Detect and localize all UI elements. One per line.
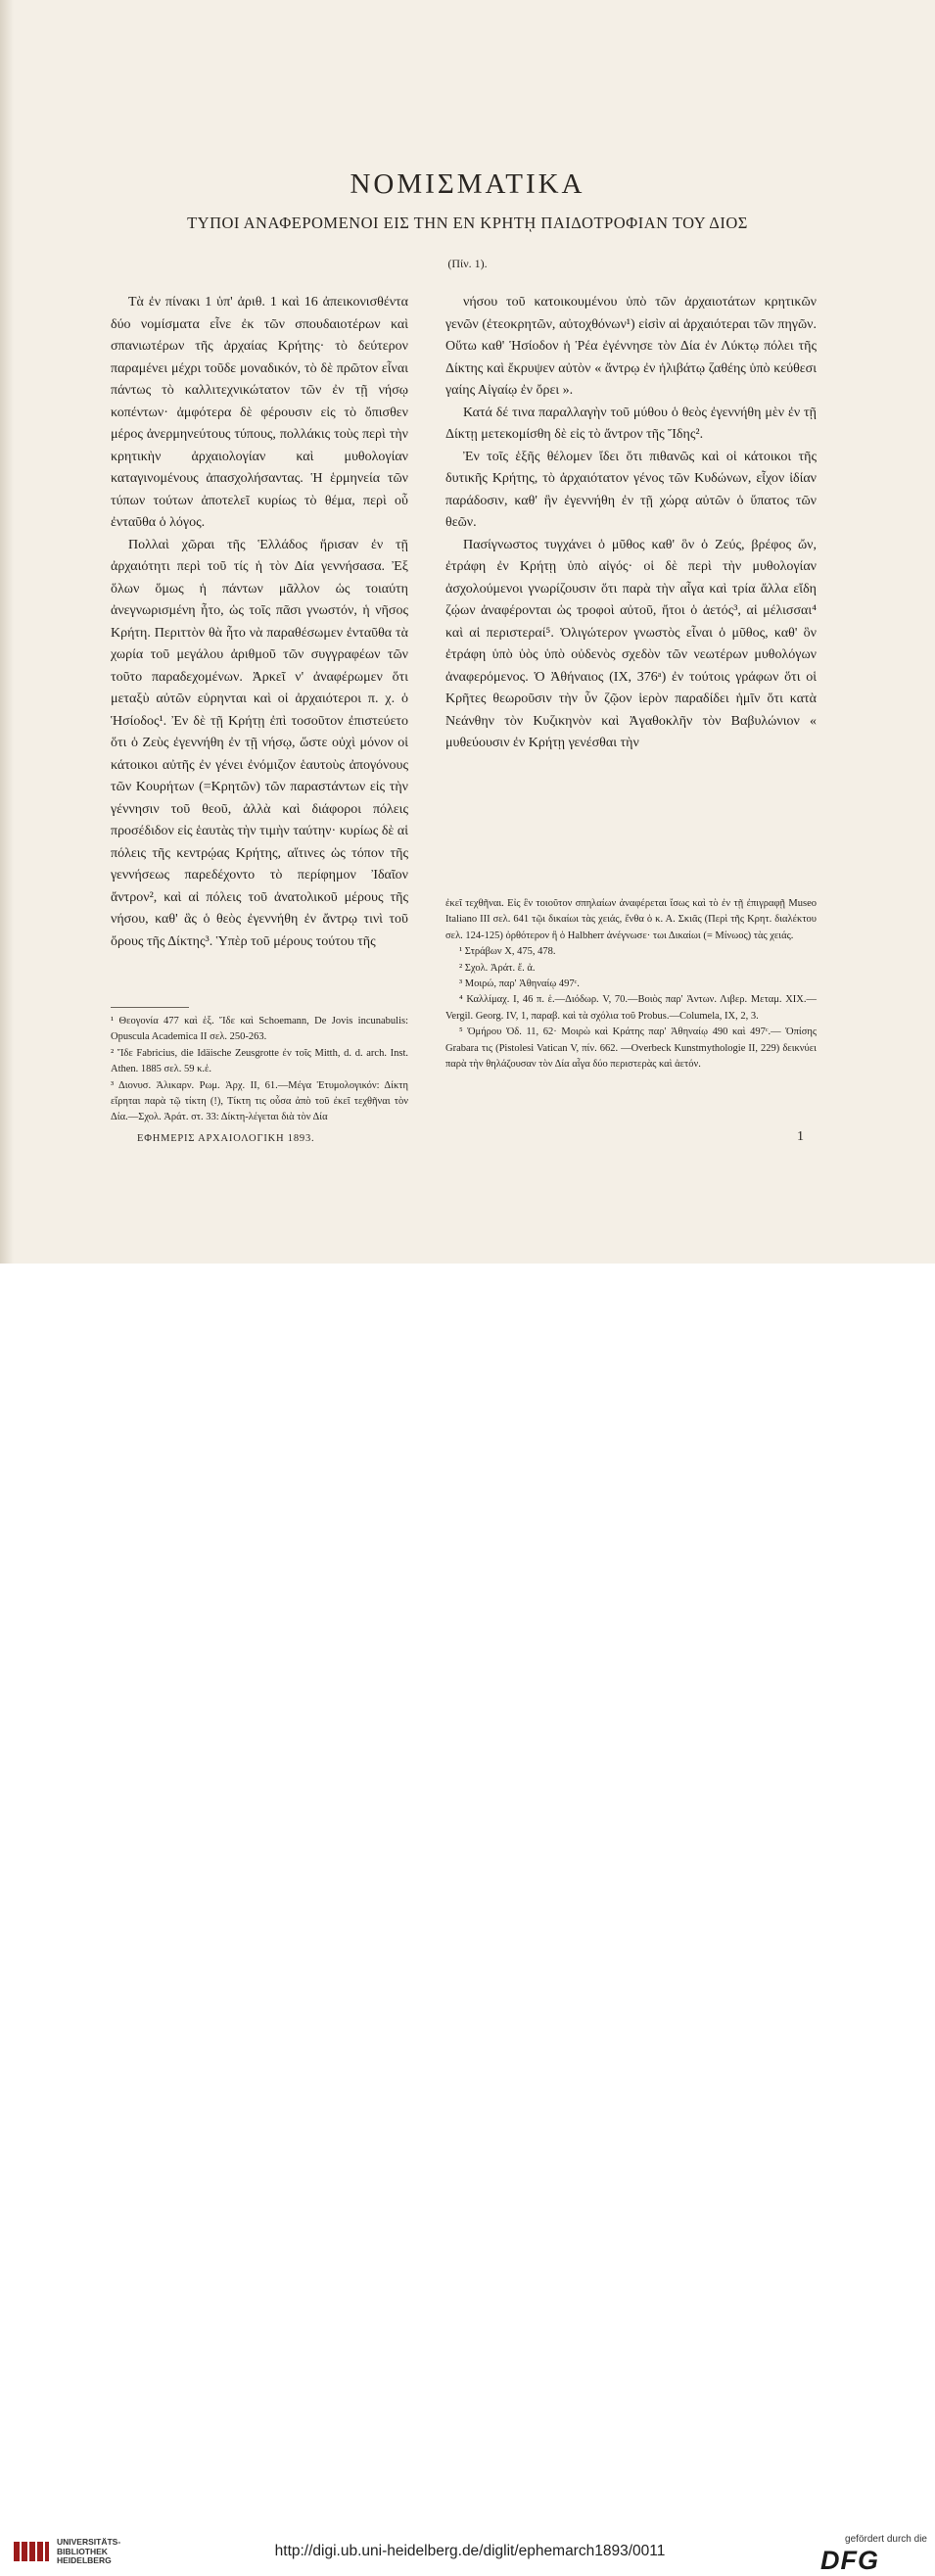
journal-name: ΕΦΗΜΕΡΙΣ ΑΡΧΑΙΟΛΟΓΙΚΗ 1893. — [137, 1133, 315, 1144]
document-url-link[interactable]: http://digi.ub.uni-heidelberg.de/diglit/ephemarch1893/0011 — [274, 2543, 666, 2559]
right-footnotes — [445, 896, 817, 1073]
page-number: 1 — [797, 1129, 804, 1144]
plate-reference: (Πίν. 1). — [447, 257, 488, 270]
right-paragraph-1: νήσου τοῦ κατοικουμένου ὑπὸ τῶν ἀρχαιοτάτων κρητικῶν γενῶν (ἐτεοκρητῶν, αὐτοχθόνων¹) εἰσὶν αἱ ἀρχαιότεραι τῶν πηγῶν. Οὕτω καθ' Ἡσίοδον ἡ Ῥέα ἐγέννησε τὸν Δία ἐν Λύκτῳ πόλει τῆς Δίκτης καὶ ἔκρυψεν αὐτὸν « ἄντρῳ ἐν ἠλιβάτῳ ζαθέης ὑπὸ κεύθεσι γαίης Αἰγαίῳ ἐν ὄρει ». — [445, 295, 817, 398]
left-footnotes — [111, 1014, 408, 1126]
left-column — [111, 292, 408, 953]
viewer-footer — [0, 1264, 935, 2575]
left-paragraph-1: Τὰ ἐν πίνακι 1 ὑπ' ἀριθ. 1 καὶ 16 ἀπεικονισθέντα δύο νομίσματα εἶνε ἐκ τῶν σπουδαιοτέρων καὶ σπανιωτέρων τῆς ἀρχαίας Κρήτης· τὸ δεύτερον παραμένει μέχρι τοῦδε μοναδικόν, τὸ δὲ πρῶτον εἶναι πάντως τὸ καλλιτεχνικώτατον τῶν ἐν τῇ νήσῳ κοπέντων· ἀμφότερα δὲ φέρουσιν εἰς τὸ ὄπισθεν μέρος ἀνερμηνεύτους τύπους, πολλάκις τοὺς περὶ τὴν κρητικὴν ἀρχαιολογίαν καὶ μυθολογίαν καταγινομένους ἀπασχολήσαντας. Ἡ ἑρμηνεία τῶν τύπων τούτων ἀποτελεῖ κυρίως τὸ θέμα, περὶ οὗ ἐνταῦθα ὁ λόγος. — [111, 295, 408, 530]
footnote-divider — [111, 1007, 189, 1008]
page-subtitle: ΤΥΠΟΙ ΑΝΑΦΕΡΟΜΕΝΟΙ ΕΙΣ ΤΗΝ ΕΝ ΚΡΗΤῌ ΠΑΙΔΟΤΡΟΦΙΑΝ ΤΟΥ ΔΙΟΣ — [187, 214, 748, 232]
university-library-label: UNIVERSITÄTS- BIBLIOTHEK HEIDELBERG — [57, 2537, 121, 2566]
footnote: ² Σχολ. Ἀράτ. ἔ. ἀ. — [459, 962, 536, 974]
dfg-logo: DFG — [820, 2546, 879, 2575]
page-title: ΝΟΜΙΣΜΑΤΙΚΑ — [350, 168, 585, 200]
footnote: ² Ἴδε Fabricius, die Idäische Zeusgrotte ἐν τοῖς Mitth, d. d. arch. Inst. Athen. 1885 σελ. 59 κ.ἑ. — [111, 1047, 408, 1075]
right-paragraph-3: Ἐν τοῖς ἑξῆς θέλομεν ἴδει ὅτι πιθανῶς καὶ οἱ κάτοικοι τῆς δυτικῆς Κρήτης, τὸ ἀρχαιότατον γένος τῶν Κυδώνων, εἶχον ἰδίαν παράδοσιν, καθ' ἣν ἐγεννήθη ἐν τῇ χώρᾳ αὐτῶν ὁ ὕπατος τῶν θεῶν. — [445, 449, 817, 530]
footnote: ⁴ Καλλίμαχ. Ι, 46 π. ἑ.—Διόδωρ. V, 70.—Βοιὸς παρ' Ἀντων. Λιβερ. Μεταμ. ΧΙΧ.—Vergil. Georg. IV, 1, παραβ. καὶ τὰ σχόλια τοῦ Probus.—Columela, IX, 2, 3. — [445, 994, 817, 1022]
right-paragraph-4: Πασίγνωστος τυγχάνει ὁ μῦθος καθ' ὃν ὁ Ζεύς, βρέφος ὤν, ἐτράφη ἐν Κρήτῃ ὑπὸ αἰγός· οἱ δὲ περὶ τὴν μυθολογίαν ἀσχολούμενοι γνωρίζουσιν ὅτι παρὰ τὴν αἶγα καὶ τρία ἄλλα εἴδη ζῴων ἀναφέρονται ὡς τροφοὶ αὐτοῦ, ἤτοι ὁ ἀετός³, αἱ μέλισσαι⁴ καὶ αἱ περιστεραί⁵. Ὀλιγώτερον γνωστὸς εἶναι ὁ μῦθος, καθ' ὃν ἐτράφη ὑπὸ ὑὸς ὑπὸ οὐδενὸς σχεδὸν τῶν νεωτέρων μυθολόγων ἀναφερόμενος. Ὁ Ἀθήναιος (ΙΧ, 376ᵃ) ἐν τούτοις γράφων ὅτι οἱ Κρῆτες θεωροῦσιν τὴν ὗν ζῷον ἱερὸν παραδίδει ἡμῖν ὅτι κατὰ Νεάνθην τὸν Κυζικηνὸν καὶ Ἀγαθοκλῆν τὸν Βαβυλώνιον « μυθεύουσιν ἐν Κρήτῃ γενέσθαι τὴν — [445, 537, 817, 750]
left-paragraph-2: Πολλαὶ χῶραι τῆς Ἑλλάδος ἤρισαν ἐν τῇ ἀρχαιότητι περὶ τοῦ τίς ἡ τὸν Δία γεννήσασα. Ἐξ ὅλων ὅμως ἡ πάντων μᾶλλον ὡς τοιαύτη ἀνεγνωρισμένη ἦτο, ὡς τοῖς πᾶσι γνωστόν, ἡ νῆσος Κρήτη. Περιττὸν θὰ ἦτο νὰ παραθέσωμεν ἐνταῦθα τὰ χωρία τοῦ μεγάλου ἀριθμοῦ τῶν συγγραφέων τῶν τοῦτο παραδεχομένων. Ἀρκεῖ ν' ἀναφέρωμεν ὅτι μεταξὺ αὐτῶν εὑρηνται καὶ οἱ ἀρχαιότεροι π. χ. ὁ Ἡσίοδος¹. Ἐν δὲ τῇ Κρήτῃ ἐπὶ τοσοῦτον ἐπιστεύετο ὅτι ὁ Ζεὺς ἐγεννήθη ἐν τῇ νήσῳ, ὥστε οὐχὶ μόνον οἱ κάτοικοι αὐτῆς ἐν γένει ἐνόμιζον ἑαυτοὺς ἀπογόνους τῶν Κουρήτων (=Κρητῶν) τῶν παραστάντων εἰς τὴν γέννησιν τοῦ θεοῦ, ἀλλὰ καὶ διάφοροι πόλεις προσέδιδον εἰς ἑαυτὰς τὴν τιμὴν ταύτην· κυρίως δὲ αἱ πόλεις τῆς κεντρῴας Κρήτης, αἵτινες ὡς τόπον τῆς γεννήσεως παρεδέχοντο τὸ περίφημον Ἰδαῖον ἄντρον², καὶ αἱ πόλεις τοῦ ἀνατολικοῦ μέρους τῆς νήσου, καθ' ἃς ὁ θεὸς ἐγεννήθη ἐν ἄντρῳ τινὶ τοῦ ὄρους τῆς Δίκτης³. Ὑπὲρ τοῦ μέρους τούτου τῆς — [111, 537, 408, 949]
right-paragraph-2: Κατά δέ τινα παραλλαγὴν τοῦ μύθου ὁ θεὸς ἐγεννήθη μὲν ἐν τῇ Δίκτῃ μετεκομίσθη δὲ εἰς τὸ ἄντρον τῆς Ἴδης². — [445, 405, 817, 442]
footnote-continuation: ἐκεῖ τεχθῆναι. Εἰς ἓν τοιοῦτον σπηλαίων ἀναφέρεται ἴσως καὶ τὸ ἐν τῇ ἐπιγραφῇ Museo Italiano III σελ. 641 τῷι δικαίωι τὰς χειάς, ἔνθα ὁ κ. Α. Σκιᾶς (Περὶ τῆς Κρητ. διαλέκτου σελ. 124-125) ὀρθότερον ἢ ὁ Halbherr ἀνέγνωσε· τωι Δικαίωι (= Μίνωος) τὰς χειάς. — [445, 898, 817, 941]
right-column — [445, 292, 817, 755]
footnote: ³ Διονυσ. Ἁλικαρν. Ρωμ. Ἀρχ. II, 61.—Μέγα Ἐτυμολογικόν: Δίκτη εἴρηται παρὰ τῷ τίκτη (!), Τίκτη τις οὖσα ἀπὸ τοῦ ἐκεῖ τεχθῆναι τὸν Δία.—Σχολ. Ἀράτ. στ. 33: Δίκτη-λέγεται διὰ τὸν Δία — [111, 1079, 408, 1123]
footnote: ¹ Στράβων Χ, 475, 478. — [459, 946, 556, 958]
footnote: ⁵ Ὁμήρου Ὀδ. 11, 62· Μοιρὼ καὶ Κράτης παρ' Ἀθηναίῳ 490 καὶ 497ᶜ.— Ὁπίσης Grabara τις (Pistolesi Vatican V, πίν. 662. —Overbeck Kunstmythologie II, 229) δεικνύει παρὰ τὴν θηλάζουσαν τὸν Δία αἶγα δύο περιστερὰς καὶ ἀετόν. — [445, 1026, 817, 1071]
footnote: ¹ Θεογονία 477 καὶ ἑξ. Ἴδε καὶ Schoemann, De Jovis incunabulis: Opuscula Academica II σελ. 250-263. — [111, 1016, 408, 1043]
funding-caption: gefördert durch die — [845, 2534, 927, 2545]
footnote: ³ Μοιρώ, παρ' Ἀθηναίῳ 497ᶜ. — [459, 978, 580, 990]
university-library-logo-icon — [12, 2539, 51, 2564]
scanned-page — [0, 0, 935, 1264]
